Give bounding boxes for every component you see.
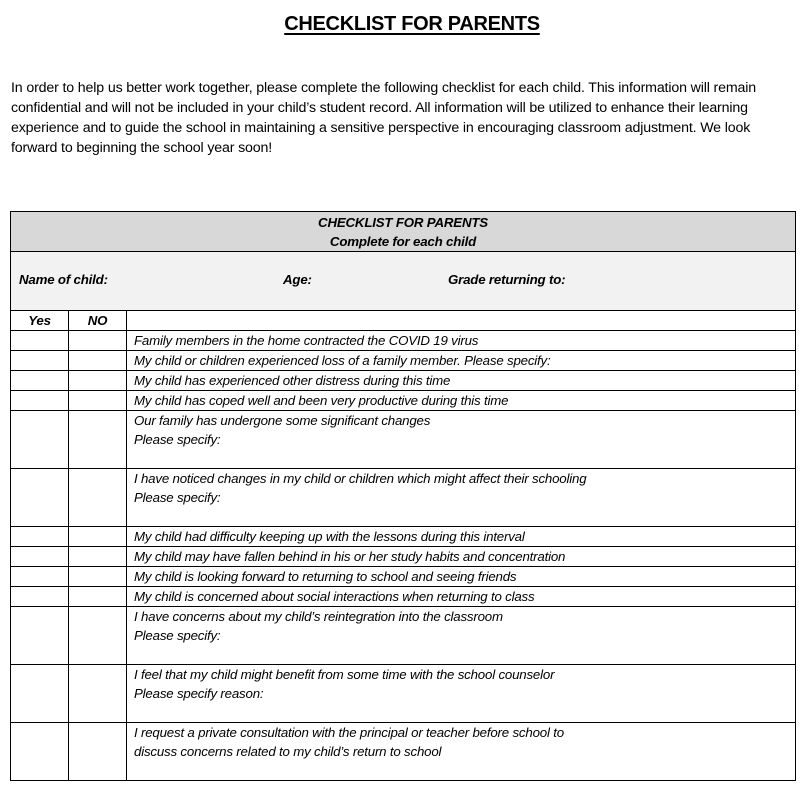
no-checkbox-cell[interactable] bbox=[69, 527, 127, 547]
yes-checkbox-cell[interactable] bbox=[11, 527, 69, 547]
question-text: Our family has undergone some significant changes bbox=[134, 413, 431, 428]
no-checkbox-cell[interactable] bbox=[69, 411, 127, 469]
yes-checkbox-cell[interactable] bbox=[11, 567, 69, 587]
checklist-question bbox=[127, 527, 796, 547]
yes-checkbox-cell[interactable] bbox=[11, 665, 69, 723]
no-checkbox-cell[interactable] bbox=[69, 331, 127, 351]
no-column-header: NO bbox=[69, 311, 127, 331]
checklist-row bbox=[11, 391, 796, 411]
yes-checkbox-cell[interactable] bbox=[11, 391, 69, 411]
checklist-question bbox=[127, 351, 796, 371]
checklist-row bbox=[11, 331, 796, 351]
question-text-line: Please specify: bbox=[134, 490, 221, 505]
checklist-question bbox=[127, 411, 796, 469]
no-checkbox-cell[interactable] bbox=[69, 371, 127, 391]
table-header bbox=[11, 212, 796, 252]
intro-line: In order to help us better work together, please complete the following checklist for each child. This information will remain bbox=[11, 80, 756, 96]
checklist-question bbox=[127, 607, 796, 665]
yes-checkbox-cell[interactable] bbox=[11, 607, 69, 665]
intro-line: confidential and will not be included in your child’s student record. All information will be utilized to enhance their learning bbox=[11, 100, 748, 116]
question-text-line: Please specify: bbox=[134, 628, 221, 643]
checklist-table bbox=[10, 211, 796, 781]
table-header-title: CHECKLIST FOR PARENTS bbox=[318, 215, 488, 230]
question-text: I have noticed changes in my child or children which might affect their schooling bbox=[134, 471, 587, 486]
question-text: My child is looking forward to returning to school and seeing friends bbox=[134, 569, 517, 584]
yes-checkbox-cell[interactable] bbox=[11, 547, 69, 567]
question-text: I feel that my child might benefit from some time with the school counselor bbox=[134, 667, 555, 682]
yes-no-header-row bbox=[11, 311, 796, 331]
checklist-row bbox=[11, 351, 796, 371]
checklist-row bbox=[11, 665, 796, 723]
intro-paragraph bbox=[11, 78, 811, 158]
checklist-row bbox=[11, 469, 796, 527]
checklist-question bbox=[127, 331, 796, 351]
checklist-question bbox=[127, 371, 796, 391]
question-text: My child has coped well and been very productive during this time bbox=[134, 393, 509, 408]
no-checkbox-cell[interactable] bbox=[69, 587, 127, 607]
question-column-header bbox=[127, 311, 796, 331]
checklist-row bbox=[11, 411, 796, 469]
no-checkbox-cell[interactable] bbox=[69, 607, 127, 665]
no-checkbox-cell[interactable] bbox=[69, 723, 127, 781]
yes-checkbox-cell[interactable] bbox=[11, 351, 69, 371]
checklist-question bbox=[127, 469, 796, 527]
question-text-line: Please specify: bbox=[134, 432, 221, 447]
checklist-row bbox=[11, 547, 796, 567]
checklist-row bbox=[11, 371, 796, 391]
yes-checkbox-cell[interactable] bbox=[11, 469, 69, 527]
no-checkbox-cell[interactable] bbox=[69, 567, 127, 587]
checklist-row bbox=[11, 587, 796, 607]
no-checkbox-cell[interactable] bbox=[69, 469, 127, 527]
checklist-question bbox=[127, 547, 796, 567]
checklist-row bbox=[11, 607, 796, 665]
intro-line: forward to beginning the school year soon! bbox=[11, 140, 273, 156]
table-header-subtitle: Complete for each child bbox=[329, 234, 477, 249]
question-text: My child may have fallen behind in his or her study habits and concentration bbox=[134, 549, 566, 564]
checklist-row bbox=[11, 527, 796, 547]
question-text: I have concerns about my child’s reintegration into the classroom bbox=[134, 609, 503, 624]
checklist-row bbox=[11, 723, 796, 781]
grade-returning-label: Grade returning to: bbox=[448, 272, 566, 287]
checklist-row bbox=[11, 567, 796, 587]
no-checkbox-cell[interactable] bbox=[69, 665, 127, 723]
checklist-question bbox=[127, 391, 796, 411]
yes-checkbox-cell[interactable] bbox=[11, 371, 69, 391]
age-label: Age: bbox=[283, 272, 312, 287]
no-checkbox-cell[interactable] bbox=[69, 391, 127, 411]
yes-checkbox-cell[interactable] bbox=[11, 587, 69, 607]
child-info-cell[interactable] bbox=[11, 252, 796, 311]
yes-checkbox-cell[interactable] bbox=[11, 723, 69, 781]
checklist-question bbox=[127, 665, 796, 723]
no-checkbox-cell[interactable] bbox=[69, 351, 127, 371]
no-checkbox-cell[interactable] bbox=[69, 547, 127, 567]
child-info-row bbox=[11, 252, 796, 311]
question-text: My child had difficulty keeping up with the lessons during this interval bbox=[134, 529, 525, 544]
question-text: My child is concerned about social interactions when returning to class bbox=[134, 589, 535, 604]
yes-checkbox-cell[interactable] bbox=[11, 331, 69, 351]
intro-line: experience and to guide the school in maintaining a sensitive perspective in encouraging classroom adjustment. We look bbox=[11, 120, 751, 136]
checklist-question bbox=[127, 587, 796, 607]
checklist-question bbox=[127, 567, 796, 587]
checklist-question bbox=[127, 723, 796, 781]
question-text: I request a private consultation with the principal or teacher before school to bbox=[134, 725, 564, 740]
table-header-row bbox=[11, 212, 796, 252]
page-title: CHECKLIST FOR PARENTS bbox=[284, 13, 540, 35]
question-text-line: discuss concerns related to my child’s return to school bbox=[134, 744, 442, 759]
yes-column-header: Yes bbox=[11, 311, 69, 331]
question-text: Family members in the home contracted the COVID 19 virus bbox=[134, 333, 479, 348]
question-text: My child has experienced other distress during this time bbox=[134, 373, 451, 388]
yes-checkbox-cell[interactable] bbox=[11, 411, 69, 469]
name-of-child-label: Name of child: bbox=[19, 272, 108, 287]
question-text-line: Please specify reason: bbox=[134, 686, 264, 701]
question-text: My child or children experienced loss of a family member. Please specify: bbox=[134, 353, 551, 368]
